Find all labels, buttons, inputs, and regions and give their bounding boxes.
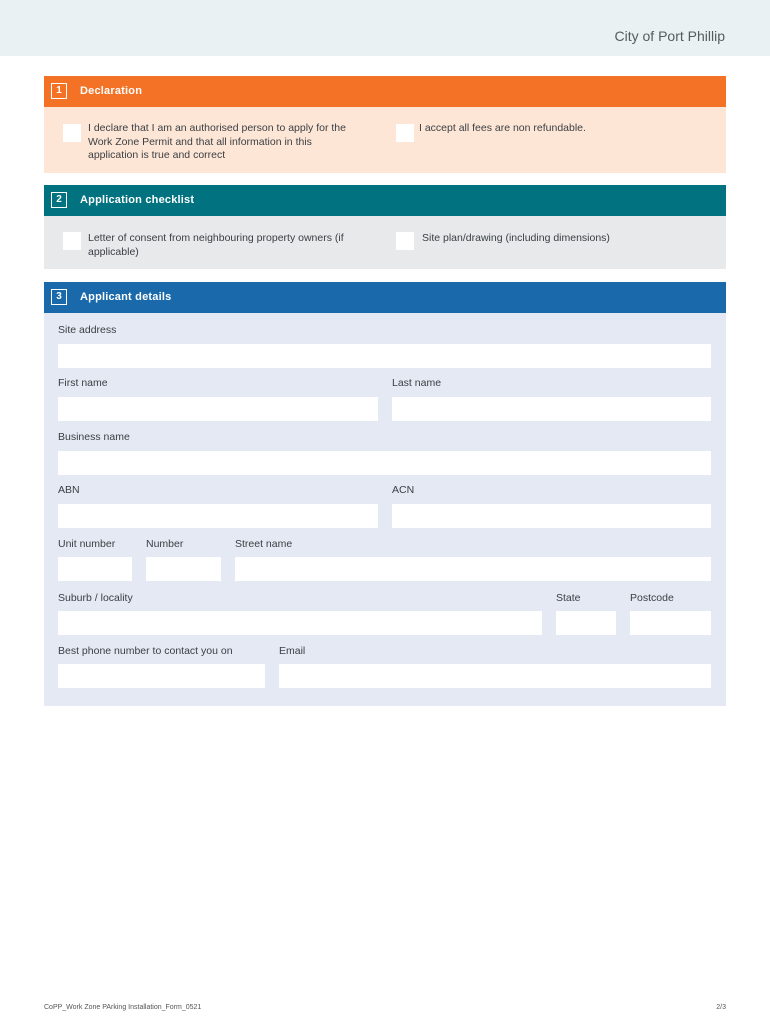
abn-label: ABN (58, 484, 80, 496)
first-name-input[interactable] (58, 397, 378, 421)
fees-nonrefundable-label: I accept all fees are non refundable. (419, 122, 586, 134)
form-identifier: CoPP_Work Zone PArking Installation_Form_0521 (44, 1004, 202, 1011)
section-title: Application checklist (80, 194, 195, 206)
site-address-label: Site address (58, 324, 117, 336)
last-name-input[interactable] (392, 397, 711, 421)
neighbour-consent-checkbox[interactable] (63, 232, 81, 250)
site-plan-checkbox[interactable] (396, 232, 414, 250)
number-input[interactable] (146, 557, 221, 581)
checklist-panel (44, 216, 726, 269)
section-title: Applicant details (80, 291, 172, 303)
site-address-input[interactable] (58, 344, 711, 368)
section-header-declaration (44, 76, 726, 107)
acn-input[interactable] (392, 504, 711, 528)
abn-input[interactable] (58, 504, 378, 528)
page-number: 2/3 (716, 1004, 726, 1011)
site-plan-label: Site plan/drawing (including dimensions) (422, 232, 610, 244)
fees-nonrefundable-checkbox[interactable] (396, 124, 414, 142)
applicant-panel (44, 313, 726, 706)
section-header-checklist (44, 185, 726, 216)
last-name-label: Last name (392, 377, 442, 389)
postcode-input[interactable] (630, 611, 711, 635)
acn-label: ACN (392, 484, 415, 496)
neighbour-consent-label: Letter of consent from neighbouring property owners (if applicable) (88, 232, 344, 258)
phone-label: Best phone number to contact you on (58, 645, 233, 657)
section-number: 2 (51, 192, 67, 208)
declaration-authorised-label: I declare that I am an authorised person to apply for the Work Zone Permit and that all information in this application is true and correct (88, 122, 346, 161)
organization-name: City of Port Phillip (614, 28, 725, 44)
suburb-input[interactable] (58, 611, 542, 635)
street-name-label: Street name (235, 538, 293, 550)
email-label: Email (279, 645, 306, 657)
unit-number-input[interactable] (58, 557, 132, 581)
email-input[interactable] (279, 664, 711, 688)
section-number: 3 (51, 289, 67, 305)
state-label: State (556, 592, 581, 604)
section-number: 1 (51, 83, 67, 99)
top-banner (0, 0, 770, 56)
number-label: Number (146, 538, 184, 550)
unit-number-label: Unit number (58, 538, 116, 550)
section-header-applicant (44, 282, 726, 313)
postcode-label: Postcode (630, 592, 674, 604)
declaration-panel (44, 107, 726, 173)
street-name-input[interactable] (235, 557, 711, 581)
suburb-label: Suburb / locality (58, 592, 133, 604)
business-name-input[interactable] (58, 451, 711, 475)
business-name-label: Business name (58, 431, 130, 443)
state-input[interactable] (556, 611, 616, 635)
declaration-authorised-checkbox[interactable] (63, 124, 81, 142)
phone-input[interactable] (58, 664, 265, 688)
section-title: Declaration (80, 85, 143, 97)
first-name-label: First name (58, 377, 108, 389)
